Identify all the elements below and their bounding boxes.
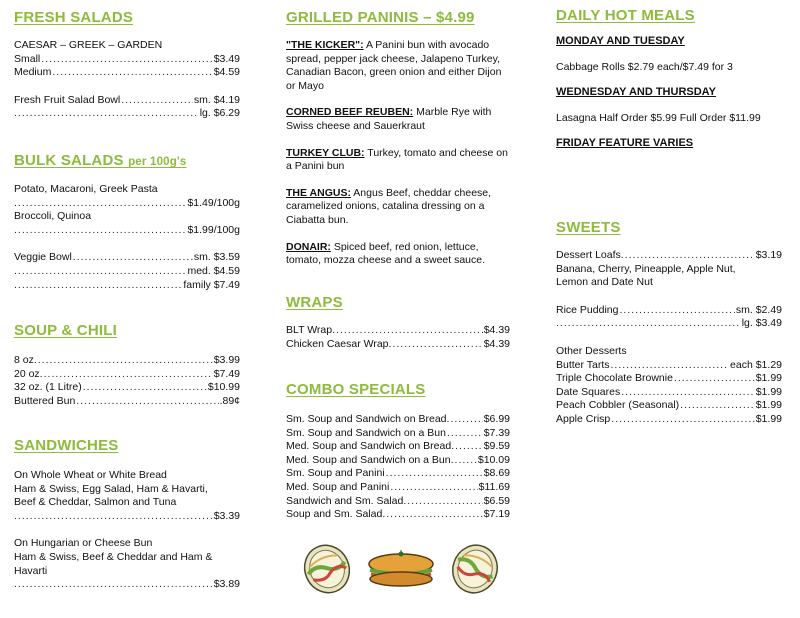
menu-item: ..... $1.99/100g xyxy=(14,224,240,238)
panini-item: THE ANGUS: Angus Beef, cheddar cheese, caramelized onions, catalina dressing on a Ciabatta bun. xyxy=(286,186,492,226)
combo-section xyxy=(286,381,510,522)
menu-item: Veggie Bowl ..... sm. $3.59 xyxy=(14,251,240,265)
menu-item: Med. Soup and Sandwich on a Bun. ..... $10.09 xyxy=(286,454,510,468)
menu-item: ..... med. $4.59 xyxy=(14,265,240,279)
fresh-salads-section xyxy=(14,9,240,121)
other-desserts-heading: Other Desserts xyxy=(556,344,627,357)
combo-title: COMBO SPECIALS xyxy=(286,381,426,398)
menu-item: Sm. Soup and Panini ..... $8.69 xyxy=(286,467,510,481)
mon-tue-item: Cabbage Rolls $2.79 each/$7.49 for 3 xyxy=(556,60,733,73)
menu-item: Rice Pudding ..... sm. $2.49 xyxy=(556,304,782,318)
sandwiches-section: SANDWICHES On Whole Wheat or White Bread Ham & Swiss, Egg Salad, Ham & Havarti, Beef & Cheddar, Salmon and Tuna ..... $3.39 On Hungarian or Cheese Bun Ham & Swiss, Beef & Cheddar and Ham & Havarti ..... $3.89 xyxy=(14,437,240,592)
combo-list xyxy=(286,413,510,522)
round-sandwich-illustration-right xyxy=(446,540,504,598)
menu-item: ..... $3.89 xyxy=(14,578,240,592)
hot-meals-title: DAILY HOT MEALS xyxy=(556,7,695,24)
menu-item: BLT Wrap. ..... $4.39 xyxy=(286,324,510,338)
panini-item: TURKEY CLUB: Turkey, tomato and cheese on a Panini bun xyxy=(286,146,508,173)
menu-item: Medium ..... $4.59 xyxy=(14,66,240,80)
menu-item: ..... $3.39 xyxy=(14,510,240,524)
panini-item: CORNED BEEF REUBEN: Marble Rye with Swiss cheese and Sauerkraut xyxy=(286,106,492,132)
menu-item: Fresh Fruit Salad Bowl ..... sm. $4.19 xyxy=(14,94,240,108)
wraps-title: WRAPS xyxy=(286,294,343,311)
menu-item: Sandwich and Sm. Salad. ..... $6.59 xyxy=(286,495,510,509)
sweets-section: SWEETS Dessert Loafs. ..... $3.19 Banana, Cherry, Pineapple, Apple Nut, Lemon and Date Nut Rice Pudding ..... sm. $2.49 ..... lg. $3.49 Other Desserts Butter Tarts ..... each $1.29 Triple Chocolate Brownie ..... $1.99 Date Squares ..... $1.99 Peach Cobbler (Seasonal) ..... $1.99 Apple Crisp ..... $1.99 xyxy=(556,219,782,427)
bulk-salads-section xyxy=(14,152,240,292)
panini-item: "THE KICKER": A Panini bun with avocado spread, pepper jack cheese, Jalapeno Turkey, Canadian Bacon, green onion and either Dijon or Mayo xyxy=(286,39,502,92)
menu-item: Butter Tarts ..... each $1.29 xyxy=(556,359,782,373)
fresh-salads-subtitle: CAESAR – GREEK – GARDEN xyxy=(14,39,163,51)
menu-item: ..... lg. $3.49 xyxy=(556,317,782,331)
menu-item: 20 oz. ..... $7.49 xyxy=(14,368,240,382)
bulk-salads-title: BULK SALADS per 100g's xyxy=(14,152,187,169)
sandwiches-title: SANDWICHES xyxy=(14,437,119,454)
paninis-section xyxy=(286,9,510,268)
menu-item: Med. Soup and Sandwich on Bread. ..... $9.59 xyxy=(286,440,510,454)
menu-item: Buttered Bun ..... .89¢ xyxy=(14,395,240,409)
menu-item: Apple Crisp ..... $1.99 xyxy=(556,413,782,427)
menu-item: ..... lg. $6.29 xyxy=(14,107,240,121)
menu-item: Date Squares ..... $1.99 xyxy=(556,386,782,400)
menu-item: ..... family $7.49 xyxy=(14,279,240,293)
mon-tue-heading: MONDAY AND TUESDAY xyxy=(556,35,685,47)
soup-section xyxy=(14,322,240,408)
soup-title: SOUP & CHILI xyxy=(14,322,117,339)
menu-item: 32 oz. (1 Litre) ..... $10.99 xyxy=(14,381,240,395)
menu-item: Chicken Caesar Wrap. ..... $4.39 xyxy=(286,338,510,352)
wed-thu-item: Lasagna Half Order $5.99 Full Order $11.99 xyxy=(556,111,761,124)
menu-item: Peach Cobbler (Seasonal) ..... $1.99 xyxy=(556,399,782,413)
wraps-section xyxy=(286,294,510,351)
menu-item: ..... $1.49/100g xyxy=(14,197,240,211)
menu-item: Small ..... $3.49 xyxy=(14,53,240,67)
sweets-title: SWEETS xyxy=(556,219,621,236)
paninis-title: GRILLED PANINIS – $4.99 xyxy=(286,9,475,26)
round-sandwich-illustration-left xyxy=(298,540,356,598)
menu-item: Soup and Sm. Salad. ..... $7.19 xyxy=(286,508,510,522)
hoagie-sandwich-illustration xyxy=(364,548,438,590)
menu-item: Sm. Soup and Sandwich on Bread. ..... $6.99 xyxy=(286,413,510,427)
wed-thu-heading: WEDNESDAY AND THURSDAY xyxy=(556,86,716,99)
hot-meals-section xyxy=(556,7,782,151)
menu-item: Dessert Loafs. ..... $3.19 xyxy=(556,249,782,263)
menu-item: Sm. Soup and Sandwich on a Bun ..... $7.39 xyxy=(286,427,510,441)
friday-heading: FRIDAY FEATURE VARIES xyxy=(556,137,694,150)
menu-item: Med. Soup and Panini ..... $11.69 xyxy=(286,481,510,495)
bulk-salads-group-2: Broccoli, Quinoa xyxy=(14,210,92,223)
bulk-salads-group-1: Potato, Macaroni, Greek Pasta xyxy=(14,183,158,195)
fresh-salads-title: FRESH SALADS xyxy=(14,9,134,26)
menu-item: Triple Chocolate Brownie ..... $1.99 xyxy=(556,372,782,386)
panini-item: DONAIR: Spiced beef, red onion, lettuce, tomato, mozza cheese and a sweet sauce. xyxy=(286,240,486,267)
menu-item: 8 oz. ..... $3.99 xyxy=(14,354,240,368)
